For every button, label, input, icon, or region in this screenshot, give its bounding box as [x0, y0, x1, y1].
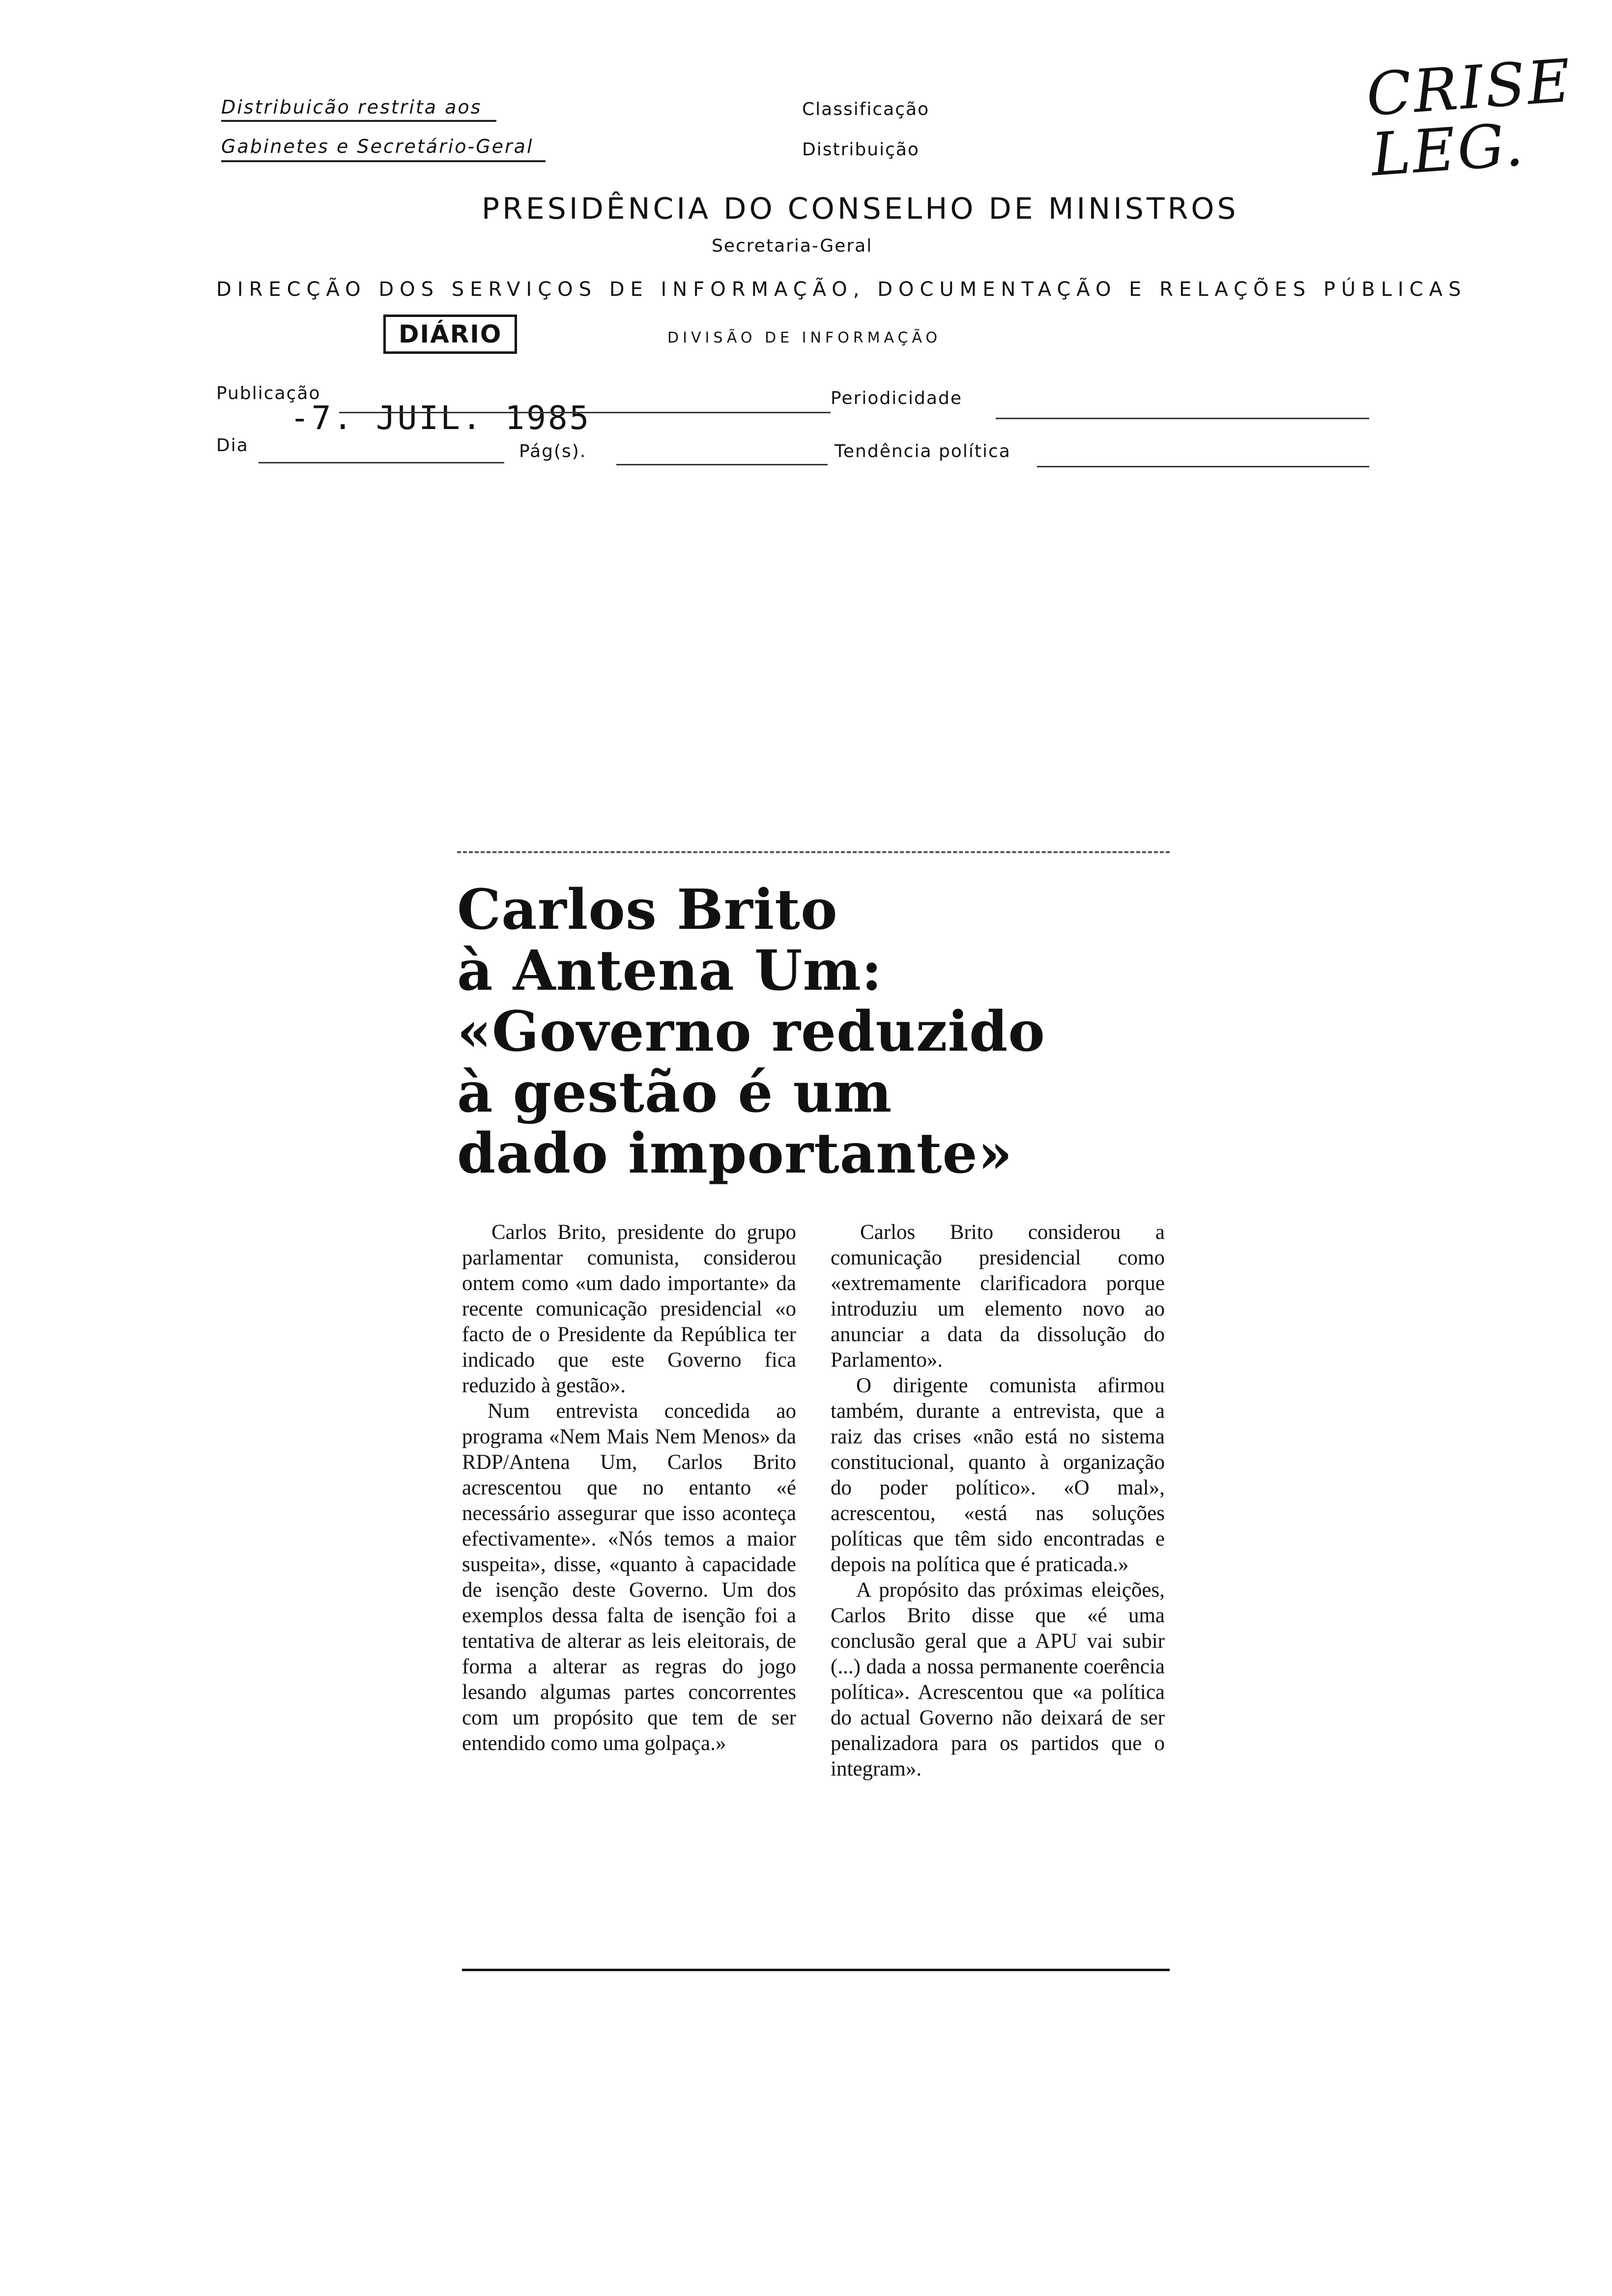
tendency-field-line — [1037, 466, 1369, 467]
tendency-label: Tendência política — [835, 441, 1011, 461]
date-stamp: -7. JUIL. 1985 — [290, 399, 591, 437]
publication-field-line — [339, 412, 831, 413]
headline-line-5: dado importante» — [457, 1121, 1013, 1186]
headline-line-4: à gestão é um — [457, 1061, 892, 1125]
classification-label: Classificação — [802, 99, 930, 119]
headline-line-3: «Governo reduzido — [457, 1000, 1045, 1064]
publication-stamp: DIÁRIO — [383, 315, 517, 354]
distribution-restricted-line2: Gabinetes e Secretário-Geral — [221, 136, 534, 157]
handwritten-note-line2: LEG. — [1369, 111, 1527, 190]
headline-line-1: Carlos Brito — [457, 878, 838, 942]
periodicity-field-line — [996, 418, 1369, 419]
clipping-bottom-rule — [462, 1969, 1170, 1971]
division-label: DIVISÃO DE INFORMAÇÃO — [667, 329, 942, 346]
col2-paragraph-1: Carlos Brito considerou a comunicação presidencial como «extremamente clarificadora porque introduziu um elemento novo ao anunciar a data da dissolução do Parlamento». — [831, 1221, 1165, 1372]
distribution-underline-1 — [221, 120, 496, 122]
day-label: Dia — [216, 435, 249, 456]
col2-paragraph-2: O dirigente comunista afirmou também, durante a entrevista, que a raiz das crises «não está no sistema constitucional, quanto à organização do poder político». «O mal», acrescentou, «está nas soluções políticas que têm sido encontradas e depois na política que é praticada.» — [831, 1374, 1165, 1576]
col1-paragraph-2: Num entrevista concedida ao programa «Nem Mais Nem Menos» da RDP/Antena Um, Carlos Brito acrescentou que no entanto «é necessário assegurar que isso aconteça efectivamente». «Nós temos a maior suspeita», disse, «quanto à capacidade de isenção deste Governo. Um dos exemplos dessa falta de isenção foi a tentativa de alterar as leis eleitorais, de forma a alterar as regras do jogo lesando algumas partes concorrentes com um propósito que tem de ser entendido como uma golpaça.» — [462, 1400, 796, 1755]
article-column-2 — [831, 1220, 1165, 1782]
headline-line-2: à Antena Um: — [457, 939, 883, 1003]
clipping-top-edge — [457, 851, 1170, 853]
distribution-label: Distribuição — [802, 140, 920, 160]
periodicity-label: Periodicidade — [831, 388, 962, 408]
distribution-restricted-line1: Distribuicão restrita aos — [221, 96, 482, 118]
pages-field-line — [616, 464, 828, 465]
handwritten-note-line1: CRISE — [1364, 47, 1575, 130]
col2-paragraph-3: A propósito das próximas eleições, Carlos Brito disse que «é uma conclusão geral que a APU vai subir (...) dada a nossa permanente coerência política». Acrescentou que «a política do actual Governo não deixará de ser penalizadora para os partidos que o integram». — [831, 1578, 1165, 1780]
distribution-underline-2 — [221, 160, 546, 162]
pages-label: Pág(s). — [519, 441, 587, 461]
org-title: PRESIDÊNCIA DO CONSELHO DE MINISTROS — [482, 192, 1239, 226]
article-column-1 — [462, 1220, 796, 1756]
article-headline — [457, 880, 1045, 1184]
day-field-line — [259, 462, 504, 463]
col1-paragraph-1: Carlos Brito, presidente do grupo parlamentar comunista, considerou ontem como «um dado importante» da recente comunicação presidencial «o facto de o Presidente da República ter indicado que este Governo fica reduzido à gestão». — [462, 1221, 796, 1397]
org-subtitle: Secretaria-Geral — [712, 236, 873, 256]
directorate-line: DIRECÇÃO DOS SERVIÇOS DE INFORMAÇÃO, DOCUMENTAÇÃO E RELAÇÕES PÚBLICAS — [216, 278, 1467, 301]
publication-label: Publicação — [216, 383, 321, 403]
